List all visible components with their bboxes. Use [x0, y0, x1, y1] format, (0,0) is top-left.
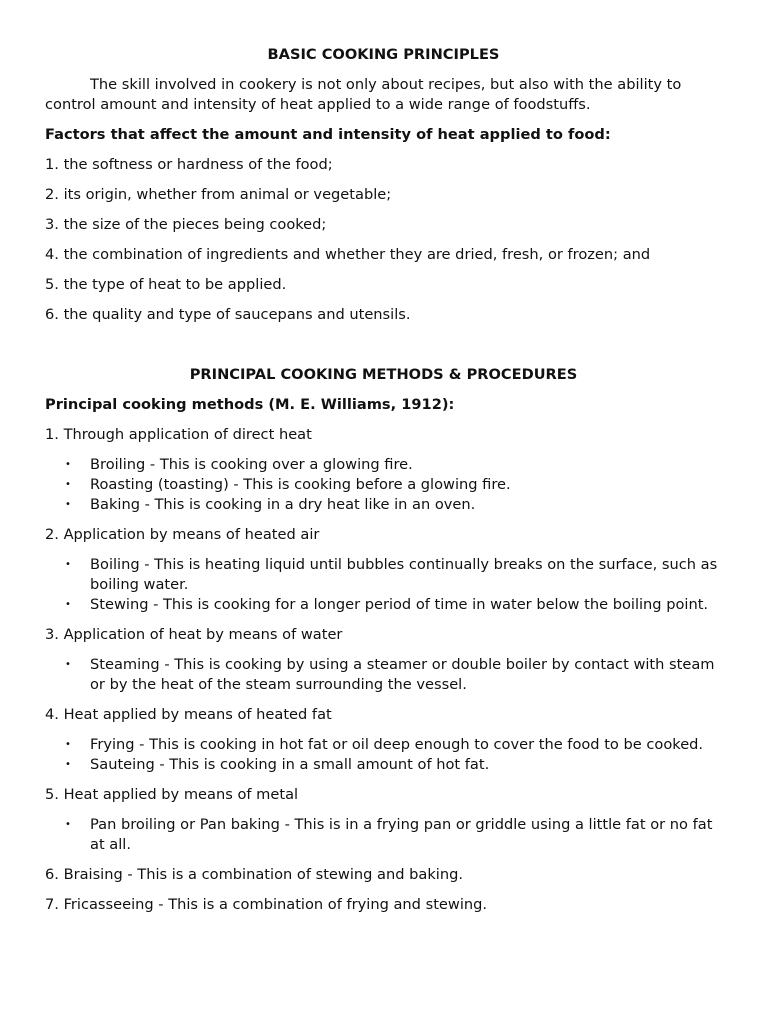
section-title-basic-cooking-principles: BASIC COOKING PRINCIPLES: [267, 46, 500, 63]
bullet-icon: •: [65, 659, 71, 670]
list-item-text: Frying - This is cooking in hot fat or oil deep enough to cover the food to be cooked.: [90, 736, 704, 753]
method-bullet-list: [45, 815, 722, 855]
bullet-icon: •: [65, 559, 71, 570]
method-heading: 1. Through application of direct heat: [45, 426, 312, 443]
list-item: [45, 555, 722, 595]
methods-subheading: Principal cooking methods (M. E. Williams, 1912):: [45, 396, 455, 413]
list-item-text: Boiling - This is heating liquid until bubbles continually breaks on the surface, such as boiling water.: [90, 556, 718, 593]
factor-item: 5. the type of heat to be applied.: [45, 276, 287, 293]
method-bullet-list: [45, 455, 722, 515]
factor-item: 6. the quality and type of saucepans and utensils.: [45, 306, 411, 323]
factor-item: 4. the combination of ingredients and whether they are dried, fresh, or frozen; and: [45, 246, 651, 263]
factor-item: 3. the size of the pieces being cooked;: [45, 216, 327, 233]
method-heading: 7. Fricasseeing - This is a combination of frying and stewing.: [45, 896, 488, 913]
bullet-icon: •: [65, 759, 71, 770]
list-item: [45, 815, 722, 855]
method-heading: 3. Application of heat by means of water: [45, 626, 343, 643]
list-item: [45, 755, 722, 775]
method-heading: 6. Braising - This is a combination of stewing and baking.: [45, 866, 464, 883]
section-title-principal-cooking-methods: PRINCIPAL COOKING METHODS & PROCEDURES: [189, 366, 578, 383]
list-item-text: Broiling - This is cooking over a glowing fire.: [90, 456, 413, 473]
method-heading: 5. Heat applied by means of metal: [45, 786, 299, 803]
list-item-text: Roasting (toasting) - This is cooking before a glowing fire.: [90, 476, 511, 493]
list-item: [45, 455, 722, 475]
list-item-text: Stewing - This is cooking for a longer period of time in water below the boiling point.: [90, 596, 709, 613]
factor-item: 1. the softness or hardness of the food;: [45, 156, 333, 173]
list-item-text: Sauteing - This is cooking in a small amount of hot fat.: [90, 756, 490, 773]
list-item: [45, 595, 722, 615]
method-bullet-list: [45, 735, 722, 775]
method-heading: 2. Application by means of heated air: [45, 526, 320, 543]
bullet-icon: •: [65, 599, 71, 610]
list-item-text: Baking - This is cooking in a dry heat like in an oven.: [90, 496, 476, 513]
list-item: [45, 655, 722, 695]
method-heading: 4. Heat applied by means of heated fat: [45, 706, 332, 723]
factors-subheading: Factors that affect the amount and intensity of heat applied to food:: [45, 126, 611, 143]
bullet-icon: •: [65, 739, 71, 750]
bullet-icon: •: [65, 479, 71, 490]
list-item-text: Pan broiling or Pan baking - This is in a frying pan or griddle using a little fat or no fat at all.: [90, 816, 713, 853]
list-item: [45, 735, 722, 755]
bullet-icon: •: [65, 499, 71, 510]
bullet-icon: •: [65, 459, 71, 470]
factor-item: 2. its origin, whether from animal or vegetable;: [45, 186, 392, 203]
method-bullet-list: [45, 655, 722, 695]
list-item: [45, 495, 722, 515]
list-item-text: Steaming - This is cooking by using a steamer or double boiler by contact with steam or by the heat of the steam surrounding the vessel.: [90, 656, 715, 693]
method-bullet-list: [45, 555, 722, 615]
intro-paragraph: The skill involved in cookery is not only about recipes, but also with the ability to control amount and intensity of heat applied to a wide range of foodstuffs.: [45, 76, 682, 113]
list-item: [45, 475, 722, 495]
bullet-icon: •: [65, 819, 71, 830]
